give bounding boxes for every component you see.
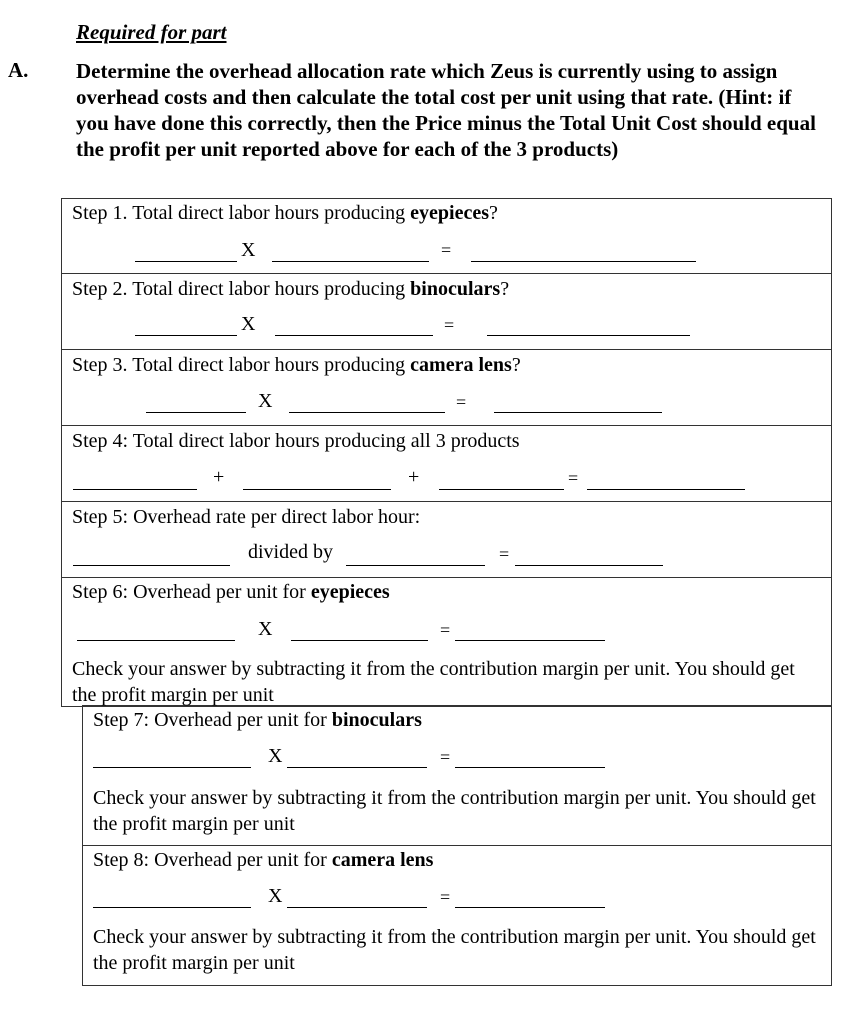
question-text: Determine the overhead allocation rate which Zeus is currently using to assign overhead costs and then calculate the total cost per unit using that rate. (Hint: if you have done this correctly, then the Price minus the Total Unit Cost should equal the profit per unit reported above for each of the 3 products) xyxy=(76,59,816,161)
step-7-blank-b[interactable] xyxy=(287,767,427,768)
row-divider xyxy=(61,349,832,350)
step-2-blank-a[interactable] xyxy=(135,335,237,336)
step-6-blank-b[interactable] xyxy=(291,640,428,641)
step-6-label: Step 6: Overhead per unit for eyepieces xyxy=(72,581,390,603)
step-4-label: Step 4: Total direct labor hours producing all 3 products xyxy=(72,430,520,452)
row-divider xyxy=(61,425,832,426)
step-1-blank-a[interactable] xyxy=(135,261,237,262)
step-5-result-blank[interactable] xyxy=(515,565,663,566)
step-1-equals: = xyxy=(441,240,452,260)
step-2-equals: = xyxy=(444,315,455,335)
step-1-result-blank[interactable] xyxy=(471,261,696,262)
step-5-divided-by: divided by xyxy=(248,541,333,563)
row-divider xyxy=(82,845,832,846)
step-4-blank-b[interactable] xyxy=(243,489,391,490)
step-1-blank-b[interactable] xyxy=(272,261,429,262)
step-4-blank-a[interactable] xyxy=(73,489,197,490)
step-8-blank-b[interactable] xyxy=(287,907,427,908)
step-4-plus-2: + xyxy=(408,466,420,488)
step-6-result-blank[interactable] xyxy=(455,640,605,641)
step-7-result-blank[interactable] xyxy=(455,767,605,768)
step-6-blank-a[interactable] xyxy=(77,640,235,641)
step-3-equals: = xyxy=(456,392,467,412)
step-3-blank-a[interactable] xyxy=(146,412,246,413)
step-4-equals: = xyxy=(568,468,579,488)
step-7-check-text: Check your answer by subtracting it from the contribution margin per unit. You should get the profit margin per unit xyxy=(93,787,816,835)
step-7-multiply: X xyxy=(268,745,283,767)
step-8-check-text: Check your answer by subtracting it from the contribution margin per unit. You should get the profit margin per unit xyxy=(93,926,816,974)
step-5-blank-b[interactable] xyxy=(346,565,485,566)
row-divider xyxy=(61,577,832,578)
step-6-multiply: X xyxy=(258,618,273,640)
step-8-multiply: X xyxy=(268,885,283,907)
step-7-blank-a[interactable] xyxy=(93,767,251,768)
step-1-label: Step 1. Total direct labor hours producing eyepieces? xyxy=(72,202,498,224)
step-4-result-blank[interactable] xyxy=(587,489,745,490)
step-4-plus-1: + xyxy=(213,466,225,488)
step-2-result-blank[interactable] xyxy=(487,335,690,336)
row-divider xyxy=(61,501,832,502)
step-3-result-blank[interactable] xyxy=(494,412,662,413)
step-3-blank-b[interactable] xyxy=(289,412,445,413)
step-6-check-text: Check your answer by subtracting it from the contribution margin per unit. You should get the profit margin per unit xyxy=(72,658,795,706)
row-divider xyxy=(61,273,832,274)
step-2-multiply: X xyxy=(241,313,256,335)
step-8-equals: = xyxy=(440,887,451,907)
step-5-label: Step 5: Overhead rate per direct labor hour: xyxy=(72,506,421,528)
step-2-label: Step 2. Total direct labor hours producing binoculars? xyxy=(72,278,510,300)
step-7-label: Step 7: Overhead per unit for binoculars xyxy=(93,709,422,731)
step-2-blank-b[interactable] xyxy=(275,335,433,336)
step-8-result-blank[interactable] xyxy=(455,907,605,908)
step-3-label: Step 3. Total direct labor hours producing camera lens? xyxy=(72,354,521,376)
step-7-equals: = xyxy=(440,747,451,767)
required-label: Required for part xyxy=(76,20,227,44)
step-3-multiply: X xyxy=(258,390,273,412)
step-5-equals: = xyxy=(499,544,510,564)
step-8-blank-a[interactable] xyxy=(93,907,251,908)
step-4-blank-c[interactable] xyxy=(439,489,564,490)
part-marker: A. xyxy=(8,58,29,82)
step-6-equals: = xyxy=(440,620,451,640)
step-8-label: Step 8: Overhead per unit for camera lens xyxy=(93,849,434,871)
step-1-multiply: X xyxy=(241,239,256,261)
step-5-blank-a[interactable] xyxy=(73,565,230,566)
